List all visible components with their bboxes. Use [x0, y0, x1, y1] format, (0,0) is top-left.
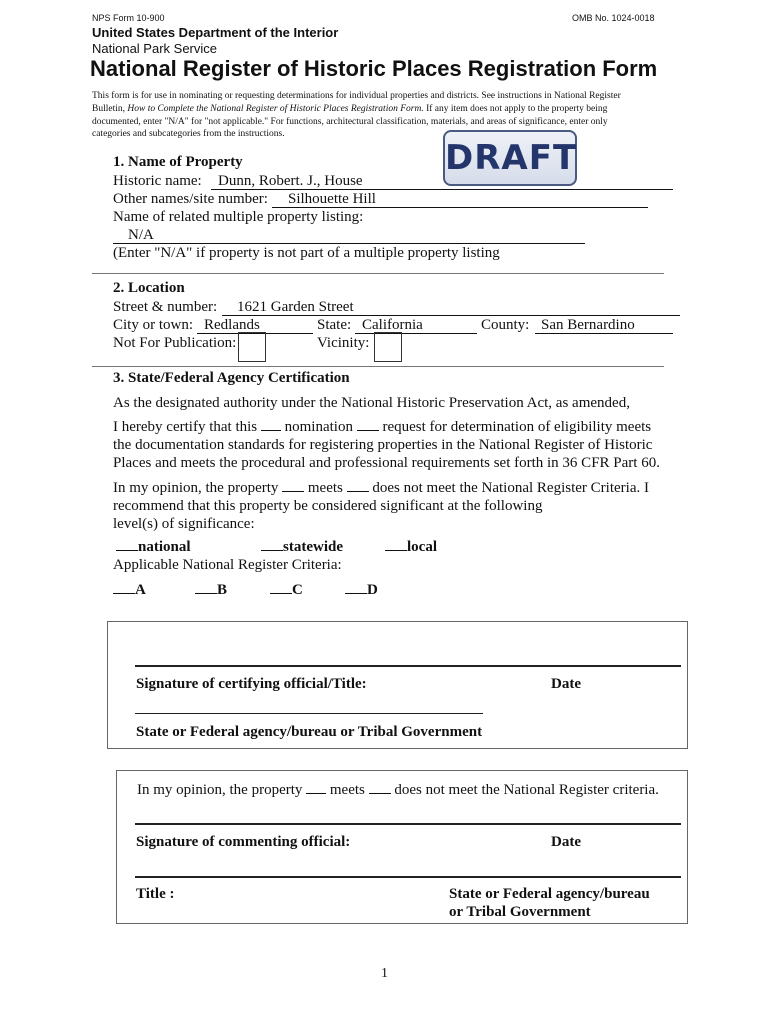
local-blank[interactable]	[385, 549, 407, 551]
criterion-d-label: D	[367, 582, 378, 598]
criterion-b[interactable]	[195, 582, 227, 599]
city-label: City or town:	[113, 317, 194, 333]
related-listing-label: Name of related multiple property listing:	[113, 209, 364, 225]
opinion-text-c: does not meet the National Register Criteria. I	[372, 480, 649, 496]
does-not-meet-blank[interactable]	[347, 490, 369, 492]
opinion-line-1	[113, 480, 649, 497]
title-line[interactable]	[135, 876, 681, 878]
historic-name-field[interactable]: Dunn, Robert. J., House	[218, 173, 363, 189]
section-3-heading: 3. State/Federal Agency Certification	[113, 370, 350, 386]
level-national-label: national	[138, 539, 191, 555]
vicinity-label: Vicinity:	[317, 335, 370, 351]
historic-name-label: Historic name:	[113, 173, 202, 189]
state-field[interactable]: California	[362, 317, 423, 333]
level-local-label: local	[407, 539, 437, 555]
opinion-line-3: level(s) of significance:	[113, 516, 255, 532]
level-national[interactable]	[116, 539, 191, 556]
county-label: County:	[481, 317, 530, 333]
meets-blank[interactable]	[282, 490, 304, 492]
level-local[interactable]	[385, 539, 437, 556]
statewide-blank[interactable]	[261, 549, 283, 551]
certifying-date-label: Date	[551, 676, 581, 692]
certify-line-3: Places and meets the procedural and professional requirements set forth in 36 CFR Part 60.	[113, 455, 660, 471]
national-blank[interactable]	[116, 549, 138, 551]
certify-line-1	[113, 419, 651, 436]
section-2-heading: 2. Location	[113, 280, 185, 296]
intro-bulletin-title: How to Complete the National Register of Historic Places Registration Form.	[127, 104, 424, 114]
determination-blank[interactable]	[357, 429, 379, 431]
other-names-field[interactable]: Silhouette Hill	[288, 191, 376, 207]
criterion-a-blank[interactable]	[113, 592, 135, 594]
criterion-c-blank[interactable]	[270, 592, 292, 594]
criterion-b-label: B	[217, 582, 228, 598]
commenting-signature-label: Signature of commenting official:	[136, 834, 351, 850]
level-statewide-label: statewide	[283, 539, 343, 555]
commenting-signature-line[interactable]	[135, 823, 681, 825]
department-name: United States Department of the Interior	[92, 25, 339, 40]
draft-stamp	[443, 130, 577, 186]
related-listing-field[interactable]: N/A	[128, 227, 154, 243]
street-field[interactable]: 1621 Garden Street	[237, 299, 354, 315]
agency-line[interactable]	[135, 713, 483, 714]
related-listing-underline	[113, 243, 585, 244]
county-field[interactable]: San Bernardino	[541, 317, 635, 333]
state-label: State:	[317, 317, 352, 333]
opinion-text-b: meets	[307, 480, 343, 496]
opinion-text-a: In my opinion, the property	[113, 480, 279, 496]
opinion-line-2: recommend that this property be considered significant at the following	[113, 498, 543, 514]
related-listing-note: (Enter "N/A" if property is not part of a multiple property listing	[113, 245, 500, 261]
commenting-opinion	[137, 782, 659, 799]
not-for-publication-label: Not For Publication:	[113, 335, 237, 351]
certify-line-2: the documentation standards for registering properties in the National Register of Historic	[113, 437, 653, 453]
certify-text-c: request for determination of eligibility meets	[382, 419, 652, 435]
section-1-heading: 1. Name of Property	[113, 154, 243, 170]
intro-line-2	[92, 104, 607, 114]
not-for-publication-checkbox[interactable]	[238, 332, 266, 362]
intro-line-1: This form is for use in nominating or requesting determinations for individual properties and districts. See instructions in National Register	[92, 91, 621, 101]
draft-stamp-label: DRAFT	[445, 138, 578, 178]
criterion-d-blank[interactable]	[345, 592, 367, 594]
other-names-label: Other names/site number:	[113, 191, 268, 207]
street-label: Street & number:	[113, 299, 218, 315]
commenting-meets-blank[interactable]	[306, 792, 326, 794]
service-name: National Park Service	[92, 41, 217, 56]
commenting-agency-line-2: or Tribal Government	[449, 904, 591, 920]
criterion-a[interactable]	[113, 582, 146, 599]
commenting-opinion-c: does not meet the National Register criteria.	[394, 782, 659, 798]
section-divider-1	[92, 273, 664, 274]
nomination-blank[interactable]	[261, 429, 281, 431]
agency-label: State or Federal agency/bureau or Tribal Government	[136, 724, 483, 740]
omb-number: OMB No. 1024-0018	[572, 13, 655, 23]
commenting-date-label: Date	[551, 834, 581, 850]
vicinity-checkbox[interactable]	[374, 332, 402, 362]
intro-bulletin: Bulletin,	[92, 104, 125, 114]
intro-apply: If any item does not apply to the property being	[426, 104, 608, 114]
intro-line-4: categories and subcategories from the instructions.	[92, 129, 285, 139]
commenting-opinion-b: meets	[329, 782, 365, 798]
criterion-b-blank[interactable]	[195, 592, 217, 594]
authority-statement: As the designated authority under the National Historic Preservation Act, as amended,	[113, 395, 630, 411]
certify-text-a: I hereby certify that this	[113, 419, 258, 435]
form-number: NPS Form 10-900	[92, 13, 165, 23]
criterion-c-label: C	[292, 582, 303, 598]
commenting-does-not-meet-blank[interactable]	[369, 792, 391, 794]
commenting-agency-line-1: State or Federal agency/bureau	[449, 886, 650, 902]
section-divider-2	[92, 366, 664, 367]
criterion-c[interactable]	[270, 582, 303, 599]
city-field[interactable]: Redlands	[204, 317, 260, 333]
page-title: National Register of Historic Places Registration Form	[90, 56, 658, 81]
certifying-signature-label: Signature of certifying official/Title:	[136, 676, 367, 692]
page-number: 1	[381, 966, 388, 981]
criteria-label: Applicable National Register Criteria:	[113, 557, 342, 573]
intro-line-3: documented, enter "N/A" for "not applicable." For functions, architectural classification, materials, and areas of significance, enter only	[92, 117, 608, 127]
title-label: Title :	[136, 886, 175, 902]
level-statewide[interactable]	[261, 539, 343, 556]
commenting-opinion-a: In my opinion, the property	[137, 782, 303, 798]
criterion-a-label: A	[135, 582, 146, 598]
certifying-signature-line[interactable]	[135, 665, 681, 667]
criterion-d[interactable]	[345, 582, 378, 599]
certify-text-b: nomination	[284, 419, 353, 435]
